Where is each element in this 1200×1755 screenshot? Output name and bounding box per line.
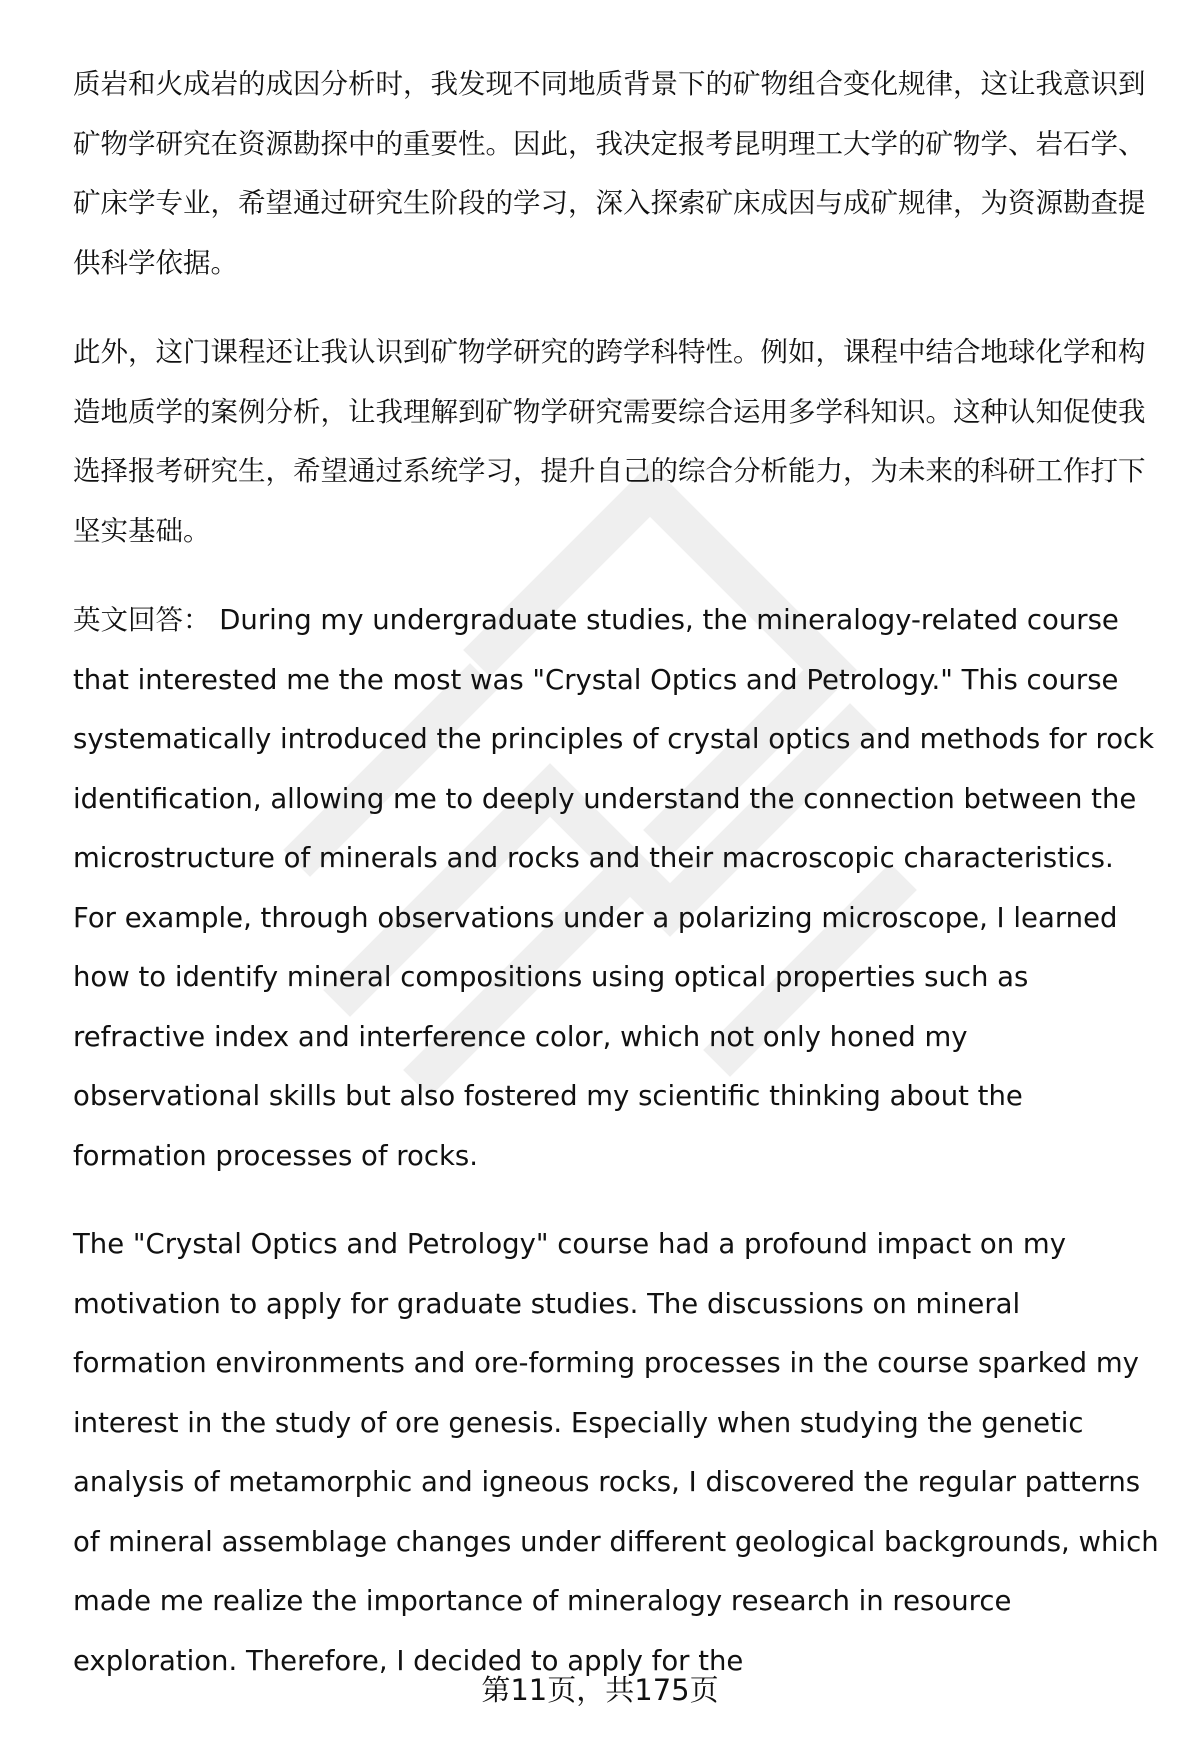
paragraph-cn-2: 此外，这门课程还让我认识到矿物学研究的跨学科特性。例如，课程中结合地球化学和构造地质学的案例分析，让我理解到矿物学研究需要综合运用多学科知识。这种认知促使我选择报考研究生，希望通过系统学习，提升自己的综合分析能力，为未来的科研工作打下坚实基础。 — [73, 336, 1146, 547]
page-number-footer: 第11页，共175页 — [481, 1673, 719, 1707]
document-body — [73, 55, 1159, 1691]
paragraph-en-2: The "Crystal Optics and Petrology" course had a profound impact on my motivation to apply for graduate studies. The discussions on mineral formation environments and ore-forming processes in the course sparked my interest in the study of ore genesis. Especially when studying the genetic analysis of metamorphic and igneous rocks, I discovered the regular patterns of mineral assemblage changes under different geological backgrounds, which made me realize the importance of mineralogy research in resource exploration. Therefore, I decided to apply for the — [73, 1228, 1159, 1677]
paragraph-cn-1: 质岩和火成岩的成因分析时，我发现不同地质背景下的矿物组合变化规律，这让我意识到矿物学研究在资源勘探中的重要性。因此，我决定报考昆明理工大学的矿物学、岩石学、矿床学专业，希望通过研究生阶段的学习，深入探索矿床成因与成矿规律，为资源勘查提供科学依据。 — [73, 68, 1146, 279]
paragraph-en-1: 英文回答： During my undergraduate studies, the mineralogy-related course that interested me the most was "Crystal Optics and Petrology." This course systematically introduced the principles of crystal optics and methods for rock identification, allowing me to deeply understand the connection between the microstructure of minerals and rocks and their macroscopic characteristics. For example, through observations under a polarizing microscope, I learned how to identify mineral compositions using optical properties such as refractive index and interference color, which not only honed my observational skills but also fostered my scientific thinking about the formation processes of rocks. — [73, 604, 1155, 1172]
